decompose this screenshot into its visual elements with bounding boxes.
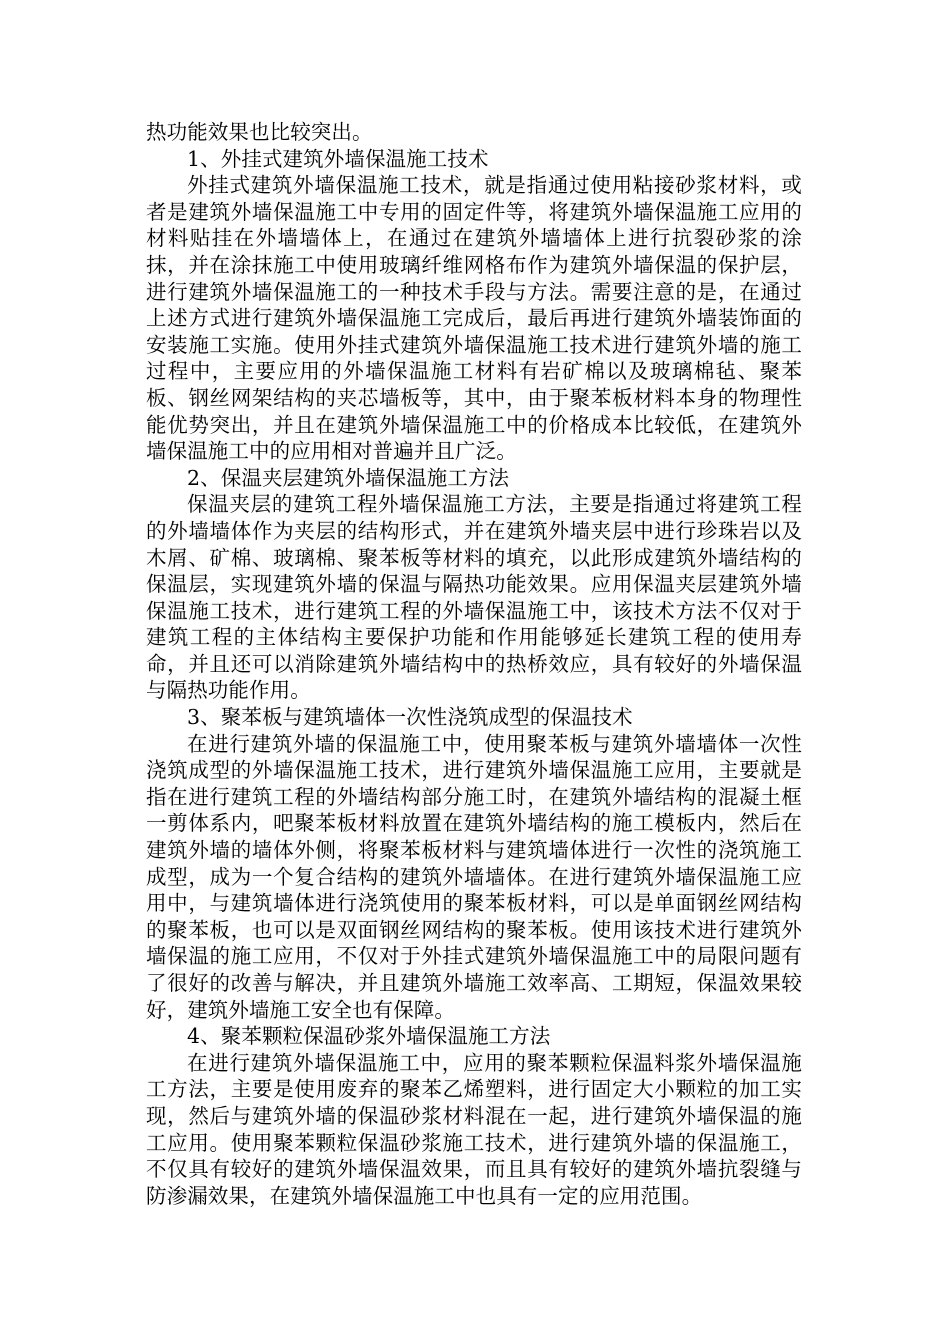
section-3-paragraph: 在进行建筑外墙的保温施工中，使用聚苯板与建筑外墙墙体一次性浇筑成型的外墙保温施工技术，进行建筑外墙保温施工应用，主要就是指在进行建筑工程的外墙结构部分施工时，在建筑外墙结构的混凝土框一剪体系内，吧聚苯板材料放置在建筑外墙结构的施工模板内，然后在建筑外墙的墙体外侧，将聚苯板材料与建筑墙体进行一次性的浇筑施工成型，成为一个复合结构的建筑外墙墙体。在进行建筑外墙保温施工应用中，与建筑墙体进行浇筑使用的聚苯板材料，可以是单面钢丝网结构的聚苯板，也可以是双面钢丝网结构的聚苯板。使用该技术进行建筑外墙保温的施工应用，不仅对于外挂式建筑外墙保温施工中的局限问题有了很好的改善与解决，并且建筑外墙施工效率高、工期短，保温效果较好，建筑外墙施工安全也有保障。	[146, 731, 802, 1022]
section-1-paragraph: 外挂式建筑外墙保温施工技术，就是指通过使用粘接砂浆材料，或者是建筑外墙保温施工中专用的固定件等，将建筑外墙保温施工应用的材料贴挂在外墙墙体上，在通过在建筑外墙墙体上进行抗裂砂浆的涂抹，并在涂抹施工中使用玻璃纤维网格布作为建筑外墙保温的保护层，进行建筑外墙保温施工的一种技术手段与方法。需要注意的是，在通过上述方式进行建筑外墙保温施工完成后，最后再进行建筑外墙装饰面的安装施工实施。使用外挂式建筑外墙保温施工技术进行建筑外墙的施工过程中，主要应用的外墙保温施工材料有岩矿棉以及玻璃棉毡、聚苯板、钢丝网架结构的夹芯墙板等，其中，由于聚苯板材料本身的物理性能优势突出，并且在建筑外墙保温施工中的价格成本比较低，在建筑外墙保温施工中的应用相对普遍并且广泛。	[146, 173, 802, 464]
section-1-heading: 1、外挂式建筑外墙保温施工技术	[187, 146, 489, 171]
section-2-paragraph: 保温夹层的建筑工程外墙保温施工方法，主要是指通过将建筑工程的外墙墙体作为夹层的结构形式，并在建筑外墙夹层中进行珍珠岩以及木屑、矿棉、玻璃棉、聚苯板等材料的填充，以此形成建筑外墙结构的保温层，实现建筑外墙的保温与隔热功能效果。应用保温夹层建筑外墙保温施工技术，进行建筑工程的外墙保温施工中，该技术方法不仅对于建筑工程的主体结构主要保护功能和作用能够延长建筑工程的使用寿命，并且还可以消除建筑外墙结构中的热桥效应，具有较好的外墙保温与隔热功能作用。	[146, 492, 802, 703]
section-4-paragraph: 在进行建筑外墙保温施工中，应用的聚苯颗粒保温料浆外墙保温施工方法，主要是使用废弃的聚苯乙烯塑料，进行固定大小颗粒的加工实现，然后与建筑外墙的保温砂浆材料混在一起，进行建筑外墙保温的施工应用。使用聚苯颗粒保温砂浆施工技术，进行建筑外墙的保温施工，不仅具有较好的建筑外墙保温效果，而且具有较好的建筑外墙抗裂缝与防渗漏效果，在建筑外墙保温施工中也具有一定的应用范围。	[146, 1050, 802, 1208]
section-4-heading: 4、聚苯颗粒保温砂浆外墙保温施工方法	[187, 1024, 551, 1049]
section-3-heading: 3、聚苯板与建筑墙体一次性浇筑成型的保温技术	[187, 705, 633, 730]
intro-paragraph-tail: 热功能效果也比较突出。	[146, 120, 373, 144]
document-body	[146, 119, 802, 1209]
section-2-heading: 2、保温夹层建筑外墙保温施工方法	[187, 465, 510, 490]
